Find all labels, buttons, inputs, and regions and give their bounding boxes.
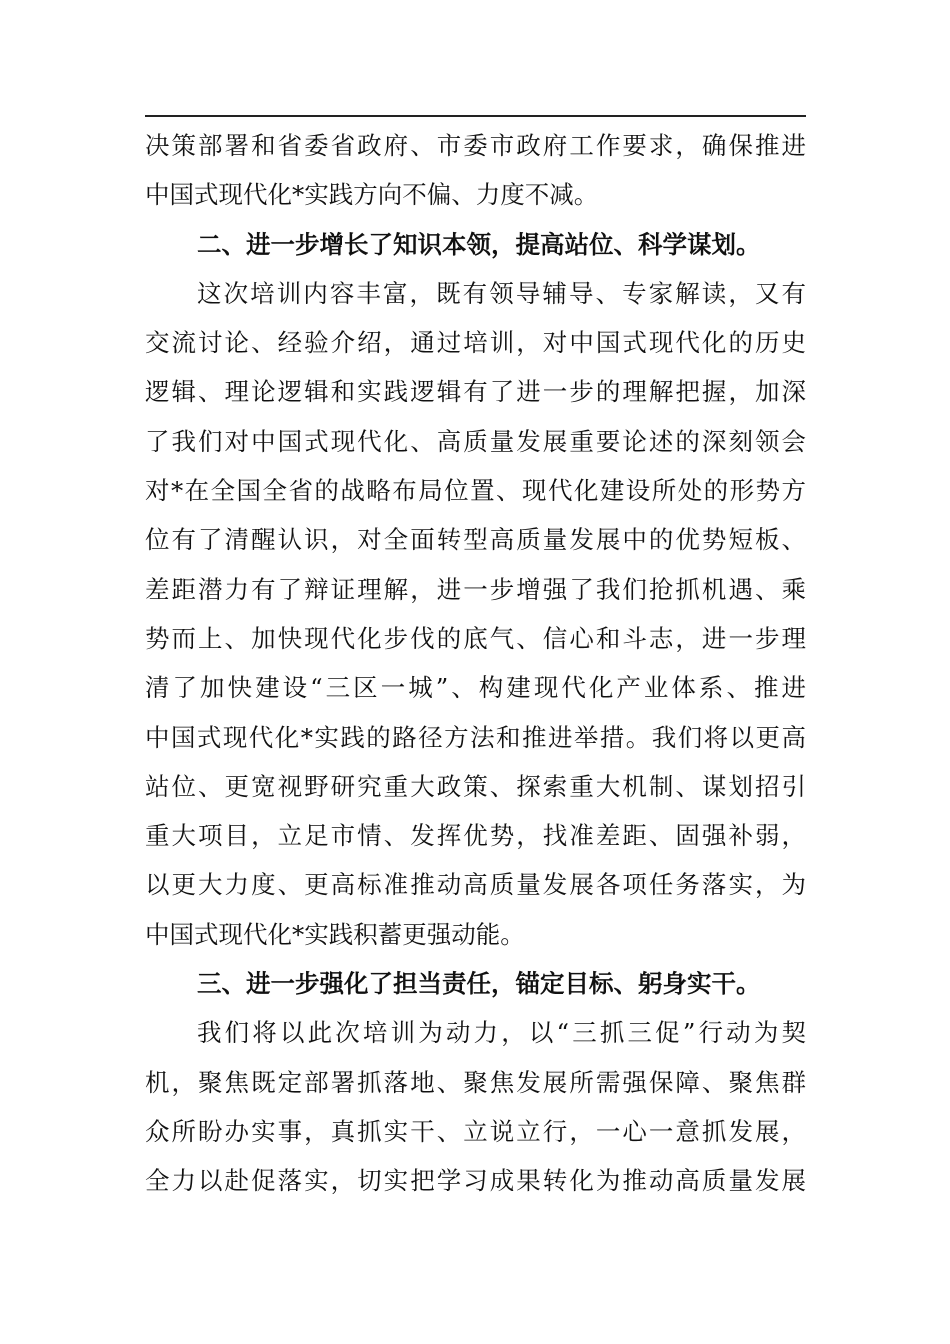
top-divider-rule bbox=[145, 115, 806, 117]
document-body bbox=[145, 121, 806, 1206]
text-line: 以更大力度、更高标准推动高质量发展各项任务落实，为 bbox=[145, 870, 806, 900]
text-line: 交流讨论、经验介绍，通过培训，对中国式现代化的历史 bbox=[145, 328, 806, 358]
text-line: 中国式现代化*实践的路径方法和推进举措。我们将以更高 bbox=[145, 722, 806, 752]
text-line: 势而上、加快现代化步伐的底气、信心和斗志，进一步理 bbox=[145, 623, 806, 653]
text-line: 重大项目，立足市情、发挥优势，找准差距、固强补弱， bbox=[145, 821, 806, 851]
paragraph-first-line: 这次培训内容丰富，既有领导辅导、专家解读，又有 bbox=[197, 278, 806, 308]
text-line: 全力以赴促落实，切实把学习成果转化为推动高质量发展 bbox=[145, 1166, 806, 1196]
text-line: 位有了清醒认识，对全面转型高质量发展中的优势短板、 bbox=[145, 525, 806, 555]
text-line: 了我们对中国式现代化、高质量发展重要论述的深刻领会 bbox=[145, 426, 806, 456]
section-heading-3: 三、进一步强化了担当责任，锚定目标、躬身实干。 bbox=[197, 969, 761, 999]
text-line: 对*在全国全省的战略布局位置、现代化建设所处的形势方 bbox=[145, 476, 806, 506]
text-line: 站位、更宽视野研究重大政策、探索重大机制、谋划招引 bbox=[145, 771, 806, 801]
text-line: 中国式现代化*实践积蓄更强动能。 bbox=[145, 919, 525, 949]
text-line: 清了加快建设“三区一城”、构建现代化产业体系、推进 bbox=[145, 673, 806, 703]
text-line: 众所盼办实事，真抓实干、立说立行，一心一意抓发展， bbox=[145, 1116, 806, 1146]
section-heading-2: 二、进一步增长了知识本领，提高站位、科学谋划。 bbox=[197, 229, 761, 259]
text-line: 逻辑、理论逻辑和实践逻辑有了进一步的理解把握，加深 bbox=[145, 377, 806, 407]
text-line: 决策部署和省委省政府、市委市政府工作要求，确保推进 bbox=[145, 131, 806, 160]
text-line: 中国式现代化*实践方向不偏、力度不减。 bbox=[145, 180, 599, 210]
text-line: 机，聚焦既定部署抓落地、聚焦发展所需强保障、聚焦群 bbox=[145, 1067, 806, 1097]
text-line: 差距潜力有了辩证理解，进一步增强了我们抢抓机遇、乘 bbox=[145, 574, 806, 604]
paragraph-first-line: 我们将以此次培训为动力，以“三抓三促”行动为契 bbox=[197, 1018, 806, 1048]
